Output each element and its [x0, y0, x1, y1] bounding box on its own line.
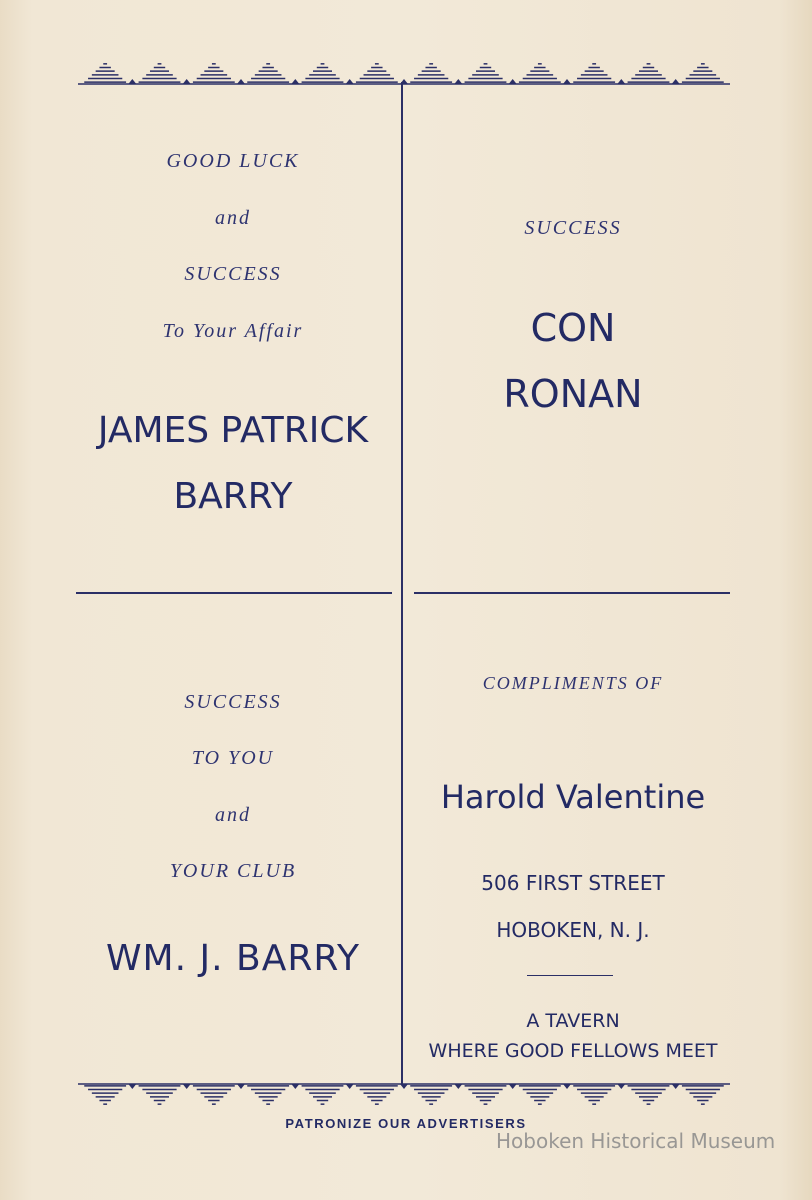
small-triangle-ornament — [617, 1084, 625, 1089]
triangle-ornament — [84, 64, 126, 82]
small-triangle-ornament — [454, 79, 462, 84]
ad-line-good-luck: GOOD LUCK — [166, 150, 300, 172]
triangle-ornament — [247, 64, 289, 82]
small-triangle-ornament — [509, 79, 517, 84]
small-triangle-ornament — [454, 1084, 462, 1089]
footer-text: PATRONIZE OUR ADVERTISERS — [285, 1116, 527, 1131]
small-triangle-ornament — [237, 79, 245, 84]
tagline-line1: A TAVERN — [526, 1010, 620, 1032]
advertiser-name-line2: RONAN — [503, 372, 643, 416]
horizontal-divider-right — [414, 592, 730, 594]
small-triangle-ornament — [672, 79, 680, 84]
triangle-ornament — [682, 64, 724, 82]
ad-line-your-club: YOUR CLUB — [169, 860, 297, 882]
horizontal-divider-left — [76, 592, 392, 594]
small-triangle-ornament — [346, 79, 354, 84]
small-triangle-ornament — [183, 79, 191, 84]
triangle-ornament — [356, 1086, 398, 1104]
triangle-ornament — [356, 64, 398, 82]
small-triangle-ornament — [291, 79, 299, 84]
separator-rule — [527, 975, 613, 976]
triangle-ornament — [139, 64, 181, 82]
small-triangle-ornament — [672, 1084, 680, 1089]
triangle-ornament — [139, 1086, 181, 1104]
ad-line-success: SUCCESS — [524, 217, 622, 239]
vertical-divider — [401, 82, 403, 1084]
triangle-ornament — [573, 1086, 615, 1104]
small-triangle-ornament — [183, 1084, 191, 1089]
advertiser-name: WM. J. BARRY — [105, 938, 361, 979]
address-street: 506 FIRST STREET — [481, 871, 665, 895]
small-triangle-ornament — [291, 1084, 299, 1089]
decorative-border-top — [78, 58, 730, 88]
triangle-ornament — [519, 64, 561, 82]
triangle-ornament — [465, 1086, 507, 1104]
small-triangle-ornament — [128, 79, 136, 84]
triangle-ornament — [465, 64, 507, 82]
triangle-ornament — [519, 1086, 561, 1104]
small-triangle-ornament — [400, 1084, 408, 1089]
triangle-ornament — [247, 1086, 289, 1104]
triangle-ornament — [628, 1086, 670, 1104]
triangle-ornament — [302, 64, 344, 82]
ad-line-and: and — [215, 207, 251, 229]
museum-watermark: Hoboken Historical Museum — [496, 1129, 776, 1153]
small-triangle-ornament — [237, 1084, 245, 1089]
address-city: HOBOKEN, N. J. — [496, 918, 650, 942]
triangle-ornament — [302, 1086, 344, 1104]
advertiser-name: Harold Valentine — [440, 778, 706, 816]
small-triangle-ornament — [128, 1084, 136, 1089]
triangle-ornament — [193, 64, 235, 82]
advertiser-name-line1: JAMES PATRICK — [97, 410, 369, 451]
triangle-ornament — [573, 64, 615, 82]
decorative-border-bottom — [78, 1080, 730, 1110]
ad-line-success: SUCCESS — [184, 691, 282, 713]
advertiser-name-line1: CON — [530, 306, 616, 350]
triangle-ornament — [410, 64, 452, 82]
small-triangle-ornament — [563, 1084, 571, 1089]
triangle-ornament — [84, 1086, 126, 1104]
small-triangle-ornament — [617, 79, 625, 84]
triangle-ornament — [628, 64, 670, 82]
advertiser-name-line2: BARRY — [173, 476, 293, 517]
ad-line-to-you: TO YOU — [191, 747, 275, 769]
triangle-ornament — [682, 1086, 724, 1104]
ad-line-compliments-of: COMPLIMENTS OF — [482, 673, 664, 693]
small-triangle-ornament — [563, 79, 571, 84]
triangle-ornament — [410, 1086, 452, 1104]
tagline-line2: WHERE GOOD FELLOWS MEET — [428, 1040, 718, 1062]
small-triangle-ornament — [346, 1084, 354, 1089]
ad-line-to-your-affair: To Your Affair — [162, 320, 304, 342]
ad-line-success: SUCCESS — [184, 263, 282, 285]
ad-line-and: and — [215, 804, 251, 826]
small-triangle-ornament — [509, 1084, 517, 1089]
triangle-ornament — [193, 1086, 235, 1104]
